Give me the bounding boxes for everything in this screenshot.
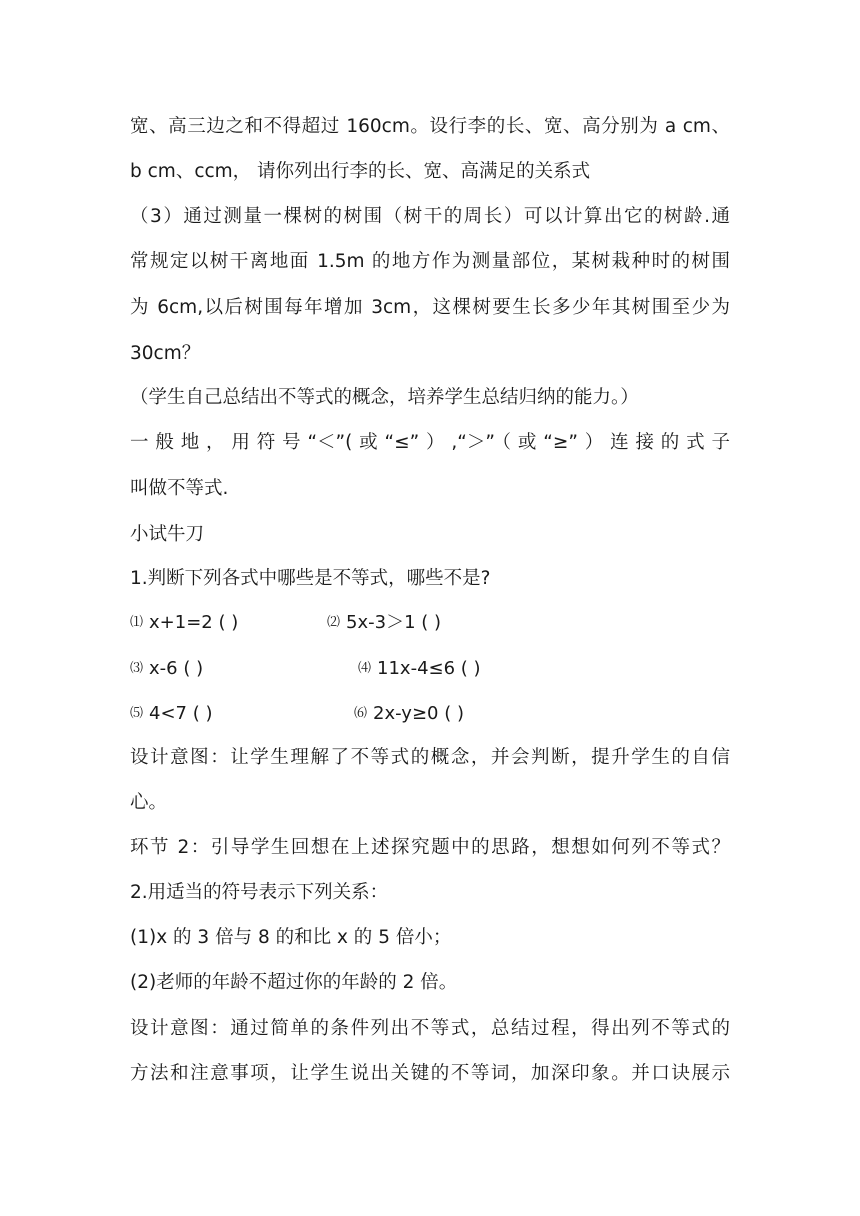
item-number: ⑶ [130,661,144,676]
text-line: 为 6cm,以后树围每年增加 3cm，这棵树要生长多少年其树围至少为 [130,297,730,318]
exercise-item [354,700,464,728]
item-number: ⑴ [130,615,144,630]
item-expression: 11x-4≤6 ( ) [377,658,481,679]
exercise-item [130,700,213,728]
exercise-item [327,609,441,637]
exercise-item [130,609,238,637]
text-line: 设计意图：让学生理解了不等式的概念，并会判断，提升学生的自信 [130,747,730,768]
item-expression: 2x-y≥0 ( ) [373,703,464,724]
text-line: 一般地，用符号“＜”(或“≤”）,“＞”（或“≥”）连接的式子 [130,432,730,453]
text-line: 30cm？ [130,343,201,364]
item-expression: 4<7 ( ) [149,703,213,724]
text-line: 2.用适当的符号表示下列关系： [130,882,389,903]
item-expression: 5x-3＞1 ( ) [346,612,442,633]
text-line: 环节 2：引导学生回想在上述探究题中的思路，想想如何列不等式？ [130,837,730,858]
question-heading: 1.判断下列各式中哪些是不等式，哪些不是? [130,568,491,589]
item-expression: x+1=2 ( ) [149,612,239,633]
text-line: 心。 [130,792,168,813]
text-line: 方法和注意事项，让学生说出关键的不等词，加深印象。并口诀展示 [130,1063,730,1084]
text-line: 设计意图：通过简单的条件列出不等式，总结过程，得出列不等式的 [130,1018,730,1039]
exercise-item [130,655,203,683]
exercise-item [358,655,481,683]
text-line: 常规定以树干离地面 1.5m 的地方作为测量部位，某树栽种时的树围 [130,251,730,272]
text-line: (2)老师的年龄不超过你的年龄的 2 倍。 [130,972,458,993]
item-number: ⑸ [130,706,144,721]
item-number: ⑷ [358,661,372,676]
text-line: 宽、高三边之和不得超过 160cm。设行李的长、宽、高分别为 a cm、 [130,116,730,137]
section-heading: 小试牛刀 [130,524,205,545]
item-expression: x-6 ( ) [149,658,204,679]
text-line: （学生自己总结出不等式的概念，培养学生总结归纳的能力。） [130,387,639,408]
text-line: （3）通过测量一棵树的树围（树干的周长）可以计算出它的树龄.通 [130,206,730,227]
item-number: ⑹ [354,706,368,721]
text-line: (1)x 的 3 倍与 8 的和比 x 的 5 倍小； [130,927,452,948]
text-line: 叫做不等式. [130,478,229,499]
item-number: ⑵ [327,615,341,630]
text-line: b cm、ccm， 请你列出行李的长、宽、高满足的关系式 [130,161,591,182]
